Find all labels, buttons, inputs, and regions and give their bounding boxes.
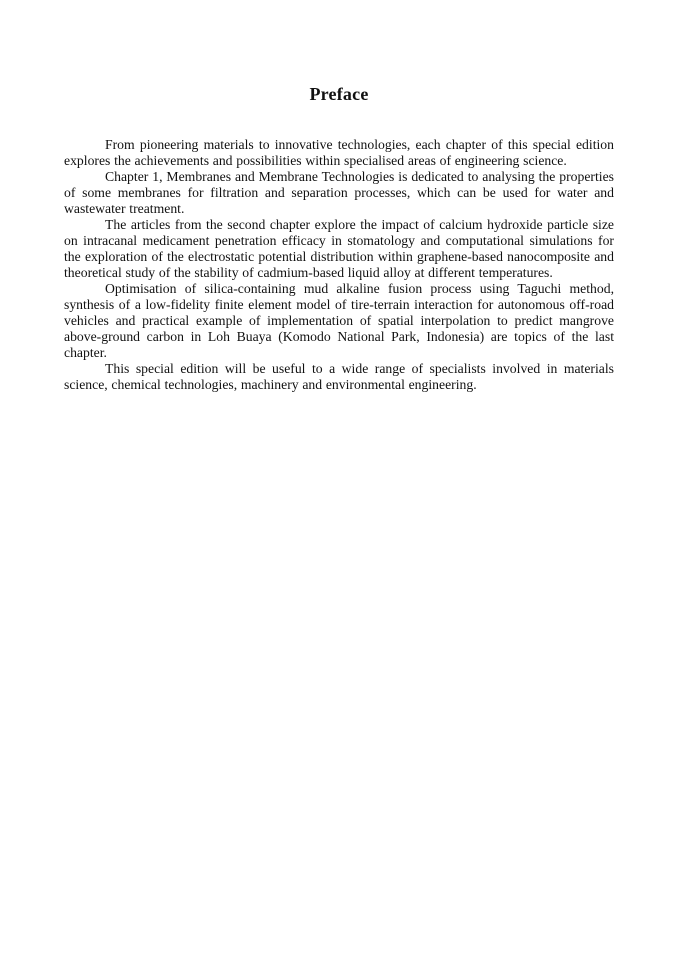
paragraph-last-chapter: Optimisation of silica-containing mud alkaline fusion process using Taguchi method, synthesis of a low-fidelity finite element model of tire-terrain interaction for autonomous off-road vehicles and practical example of implementation of spatial interpolation to predict mangrove above-ground carbon in Loh Buaya (Komodo National Park, Indonesia) are topics of the last chapter. <box>64 281 614 360</box>
paragraph-chapter-2: The articles from the second chapter explore the impact of calcium hydroxide particle size on intracanal medicament penetration efficacy in stomatology and computational simulations for the exploration of the electrostatic potential distribution within graphene-based nanocomposite and theoretical study of the stability of cadmium-based liquid alloy at different temperatures. <box>64 217 614 280</box>
page-content <box>64 84 614 393</box>
paragraph-intro: From pioneering materials to innovative technologies, each chapter of this special edition explores the achievements and possibilities within specialised areas of engineering science. <box>64 137 614 168</box>
paragraph-chapter-1: Chapter 1, Membranes and Membrane Technologies is dedicated to analysing the properties of some membranes for filtration and separation processes, which can be used for water and wastewater treatment. <box>64 169 614 216</box>
paragraph-closing: This special edition will be useful to a wide range of specialists involved in materials science, chemical technologies, machinery and environmental engineering. <box>64 361 614 392</box>
page-title: Preface <box>309 84 369 104</box>
